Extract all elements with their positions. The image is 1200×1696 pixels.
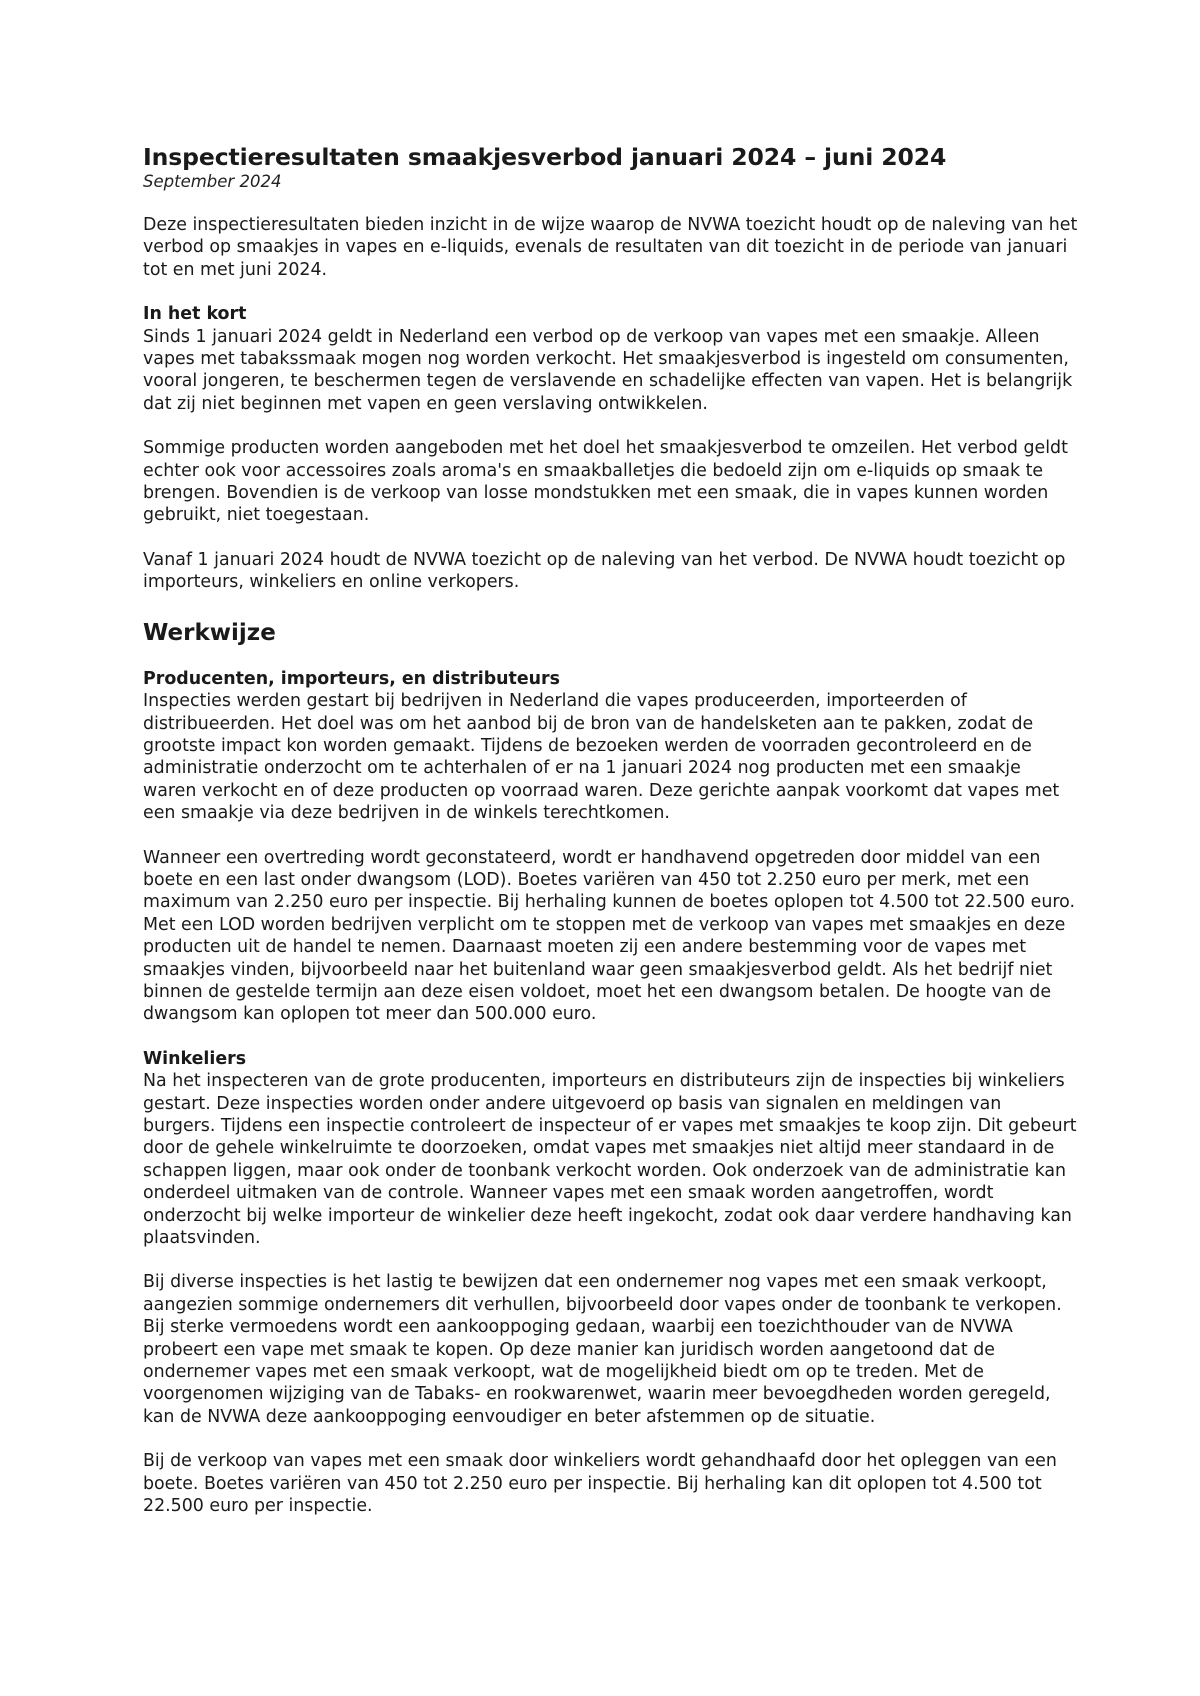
- in-het-kort-paragraph-2: Sommige producten worden aangeboden met het doel het smaakjesverbod te omzeilen. Het verbod geldt echter ook voor accessoires zoals aroma's en smaakballetjes die bedoeld zijn om e-liquids op smaak te brengen. Bovendien is de verkoop van losse mondstukken met een smaak, die in vapes kunnen worden gebruikt, niet toegestaan.: [143, 438, 1068, 526]
- winkeliers-heading: Winkeliers: [143, 1048, 247, 1069]
- producenten-paragraph-1: Inspecties werden gestart bij bedrijven in Nederland die vapes produceerden, importeerden of distribueerden. Het doel was om het aanbod bij de bron van de handelsketen aan te pakken, zodat de grootste impact kon worden gemaakt. Tijdens de bezoeken werden de voorraden gecontroleerd en de administratie onderzocht om te achterhalen of er na 1 januari 2024 nog producten met een smaakje waren verkocht en of deze producten op voorraad waren. Deze gerichte aanpak voorkomt dat vapes met een smaakje via deze bedrijven in de winkels terechtkomen.: [143, 691, 1060, 824]
- winkeliers-paragraph-2: Bij diverse inspecties is het lastig te bewijzen dat een ondernemer nog vapes met een smaak verkoopt, aangezien sommige ondernemers dit verhullen, bijvoorbeeld door vapes onder de toonbank te verkopen. Bij sterke vermoedens wordt een aankooppoging gedaan, waarbij een toezichthouder van de NVWA probeert een vape met smaak te kopen. Op deze manier kan juridisch worden aangetoond dat de ondernemer vapes met een smaak verkoopt, wat de mogelijkheid biedt om op te treden. Met de voorgenomen wijziging van de Tabaks- en rookwarenwet, waarin meer bevoegdheden worden geregeld, kan de NVWA deze aankooppoging eenvoudiger en beter afstemmen op de situatie.: [143, 1272, 1062, 1427]
- in-het-kort-paragraph-3: Vanaf 1 januari 2024 houdt de NVWA toezicht op de naleving van het verbod. De NVWA houdt toezicht op importeurs, winkeliers en online verkopers.: [143, 549, 1066, 593]
- in-het-kort-paragraph-1: Sinds 1 januari 2024 geldt in Nederland een verbod op de verkoop van vapes met een smaakje. Alleen vapes met tabakssmaak mogen nog worden verkocht. Het smaakjesverbod is ingesteld om consumenten, vooral jongeren, te beschermen tegen de verslavende en schadelijke effecten van vapen. Het is belangrijk dat zij niet beginnen met vapen en geen verslaving ontwikkelen.: [143, 326, 1073, 414]
- werkwijze-heading: Werkwijze: [143, 619, 276, 646]
- winkeliers-paragraph-3: Bij de verkoop van vapes met een smaak door winkeliers wordt gehandhaafd door het opleggen van een boete. Boetes variëren van 450 tot 2.250 euro per inspectie. Bij herhaling kan dit oplopen tot 4.500 tot 22.500 euro per inspectie.: [143, 1451, 1057, 1517]
- document-date: September 2024: [143, 172, 282, 191]
- document-page: [143, 142, 1078, 1540]
- producenten-paragraph-2: Wanneer een overtreding wordt geconstateerd, wordt er handhavend opgetreden door middel van een boete en een last onder dwangsom (LOD). Boetes variëren van 450 tot 2.250 euro per merk, met een maximum van 2.250 euro per inspectie. Bij herhaling kunnen de boetes oplopen tot 4.500 tot 22.500 euro. Met een LOD worden bedrijven verplicht om te stoppen met de verkoop van vapes met smaakjes en deze producten uit de handel te nemen. Daarnaast moeten zij een andere bestemming voor de vapes met smaakjes vinden, bijvoorbeeld naar het buitenland waar geen smaakjesverbod geldt. Als het bedrijf niet binnen de gestelde termijn aan deze eisen voldoet, moet het een dwangsom betalen. De hoogte van de dwangsom kan oplopen tot meer dan 500.000 euro.: [143, 847, 1075, 1025]
- producenten-heading: Producenten, importeurs, en distributeurs: [143, 668, 560, 689]
- winkeliers-paragraph-1: Na het inspecteren van de grote producenten, importeurs en distributeurs zijn de inspecties bij winkeliers gestart. Deze inspecties worden onder andere uitgevoerd op basis van signalen en meldingen van burgers. Tijdens een inspectie controleert de inspecteur of er vapes met smaakjes te koop zijn. Dit gebeurt door de gehele winkelruimte te doorzoeken, omdat vapes met smaakjes niet altijd meer standaard in de schappen liggen, maar ook onder de toonbank verkocht worden. Ook onderzoek van de administratie kan onderdeel uitmaken van de controle. Wanneer vapes met een smaak worden aangetroffen, wordt onderzocht bij welke importeur de winkelier deze heeft ingekocht, zodat ook daar verdere handhaving kan plaatsvinden.: [143, 1071, 1077, 1249]
- intro-paragraph: Deze inspectieresultaten bieden inzicht in de wijze waarop de NVWA toezicht houdt op de naleving van het verbod op smaakjes in vapes en e-liquids, evenals de resultaten van dit toezicht in de periode van januari tot en met juni 2024.: [143, 215, 1078, 280]
- document-title: Inspectieresultaten smaakjesverbod januari 2024 – juni 2024: [143, 143, 947, 171]
- in-het-kort-heading: In het kort: [143, 304, 247, 325]
